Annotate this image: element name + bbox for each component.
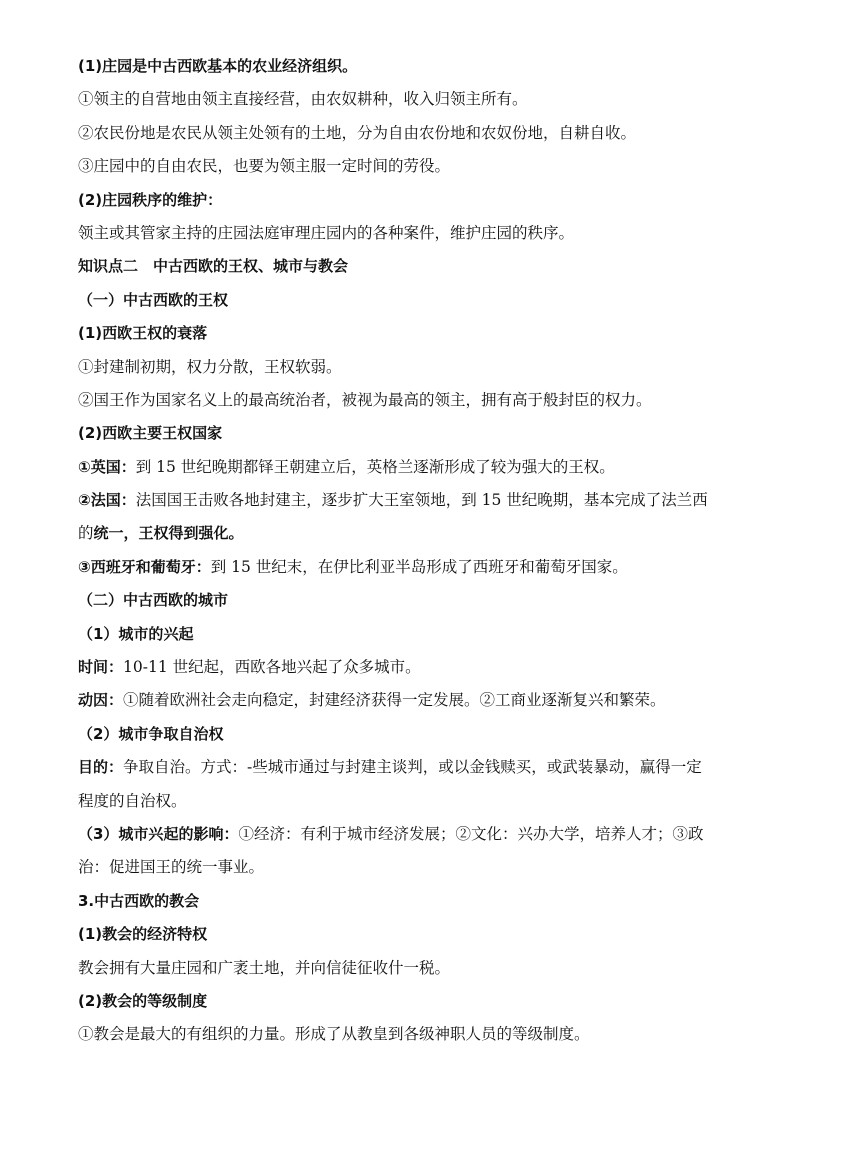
text-line [78, 250, 786, 283]
bold-heading: 3.中古西欧的教会 [78, 891, 200, 910]
bold-heading: （一）中古西欧的王权 [78, 290, 229, 309]
body-text: 法国国王击败各地封建主，逐步扩大王室领地，到 15 世纪晚期，基本完成了法兰西 [135, 491, 708, 510]
bold-heading: 时间： [78, 658, 124, 677]
text-line [78, 918, 786, 951]
body-text: 争取自治。方式：-些城市通过与封建主谈判，或以金钱赎买，或武装暴动，赢得一定 [123, 758, 702, 777]
bold-heading: （2）城市争取自治权 [78, 724, 224, 743]
bold-heading: (1)教会的经济特权 [78, 925, 208, 944]
body-text: ②国王作为国家名义上的最高统治者，被视为最高的领主，拥有高于般封臣的权力。 [78, 390, 652, 409]
body-text: ①经济：有利于城市经济发展；②文化：兴办大学，培养人才；③政 [238, 824, 704, 843]
text-line [78, 985, 786, 1018]
bold-heading: ②法国： [78, 491, 136, 510]
text-line [78, 851, 786, 884]
body-text: ①随着欧洲社会走向稳定，封建经济获得一定发展。②工商业逐渐复兴和繁荣。 [123, 691, 666, 710]
body-text: ③庄园中的自由农民，也要为领主服一定时间的劳役。 [78, 157, 451, 176]
text-line [78, 517, 786, 550]
text-line [78, 117, 786, 150]
text-line [78, 785, 786, 818]
text-line [78, 50, 786, 83]
text-line [78, 384, 786, 417]
text-line [78, 317, 786, 350]
bold-heading: (1)庄园是中古西欧基本的农业经济组织。 [78, 57, 358, 75]
text-line [78, 818, 786, 851]
text-line [78, 1018, 786, 1051]
text-line [78, 618, 786, 651]
text-line [78, 584, 786, 617]
body-text: ①领主的自营地由领主直接经营，由农奴耕种，收入归领主所有。 [78, 90, 528, 109]
bold-heading: （3）城市兴起的影响： [78, 824, 239, 843]
body-text: 教会拥有大量庄园和广袤土地，并向信徒征收什一税。 [78, 958, 451, 977]
bold-heading: ①英国： [78, 457, 136, 476]
bold-heading: (2)教会的等级制度 [78, 991, 208, 1010]
body-text: 的 [78, 524, 94, 543]
bold-heading: (2)西欧主要王权国家 [78, 424, 223, 443]
body-text: 程度的自治权。 [78, 791, 187, 810]
text-line [78, 150, 786, 183]
text-line [78, 651, 786, 684]
bold-text: 统一，王权得到强化。 [93, 524, 244, 543]
body-text: ②农民份地是农民从领主处领有的土地，分为自由农份地和农奴份地，自耕自收。 [78, 123, 637, 142]
text-line [78, 751, 786, 784]
bold-heading: 动因： [78, 691, 124, 710]
body-text: 10-11 世纪起，西欧各地兴起了众多城市。 [123, 658, 421, 677]
body-text: 治：促进国王的统一事业。 [78, 858, 265, 877]
body-text: ①封建制初期，权力分散，王权软弱。 [78, 357, 342, 376]
text-line [78, 351, 786, 384]
text-line [78, 184, 786, 217]
body-text: 到 15 世纪末，在伊比利亚半岛形成了西班牙和葡萄牙国家。 [210, 557, 628, 576]
bold-heading: 目的： [78, 758, 124, 777]
bold-heading: (2)庄园秩序的维护： [78, 190, 223, 209]
text-line [78, 952, 786, 985]
bold-heading: （1）城市的兴起 [78, 624, 194, 643]
body-text: 到 15 世纪晚期都铎王朝建立后，英格兰逐渐形成了较为强大的王权。 [135, 457, 615, 476]
body-text: ①教会是最大的有组织的力量。形成了从教皇到各级神职人员的等级制度。 [78, 1025, 590, 1044]
text-line [78, 484, 786, 517]
document-page [78, 50, 786, 1052]
bold-heading: ③西班牙和葡萄牙： [78, 557, 211, 576]
text-line [78, 217, 786, 250]
text-line [78, 684, 786, 717]
text-line [78, 417, 786, 450]
text-line [78, 451, 786, 484]
text-line [78, 284, 786, 317]
bold-heading: 知识点二 中古西欧的王权、城市与教会 [78, 257, 349, 276]
bold-heading: (1)西欧王权的衰落 [78, 324, 208, 343]
bold-heading: （二）中古西欧的城市 [78, 591, 229, 610]
text-line [78, 551, 786, 584]
text-line [78, 718, 786, 751]
text-line [78, 885, 786, 918]
text-line [78, 83, 786, 116]
body-text: 领主或其管家主持的庄园法庭审理庄园内的各种案件，维护庄园的秩序。 [78, 223, 575, 242]
